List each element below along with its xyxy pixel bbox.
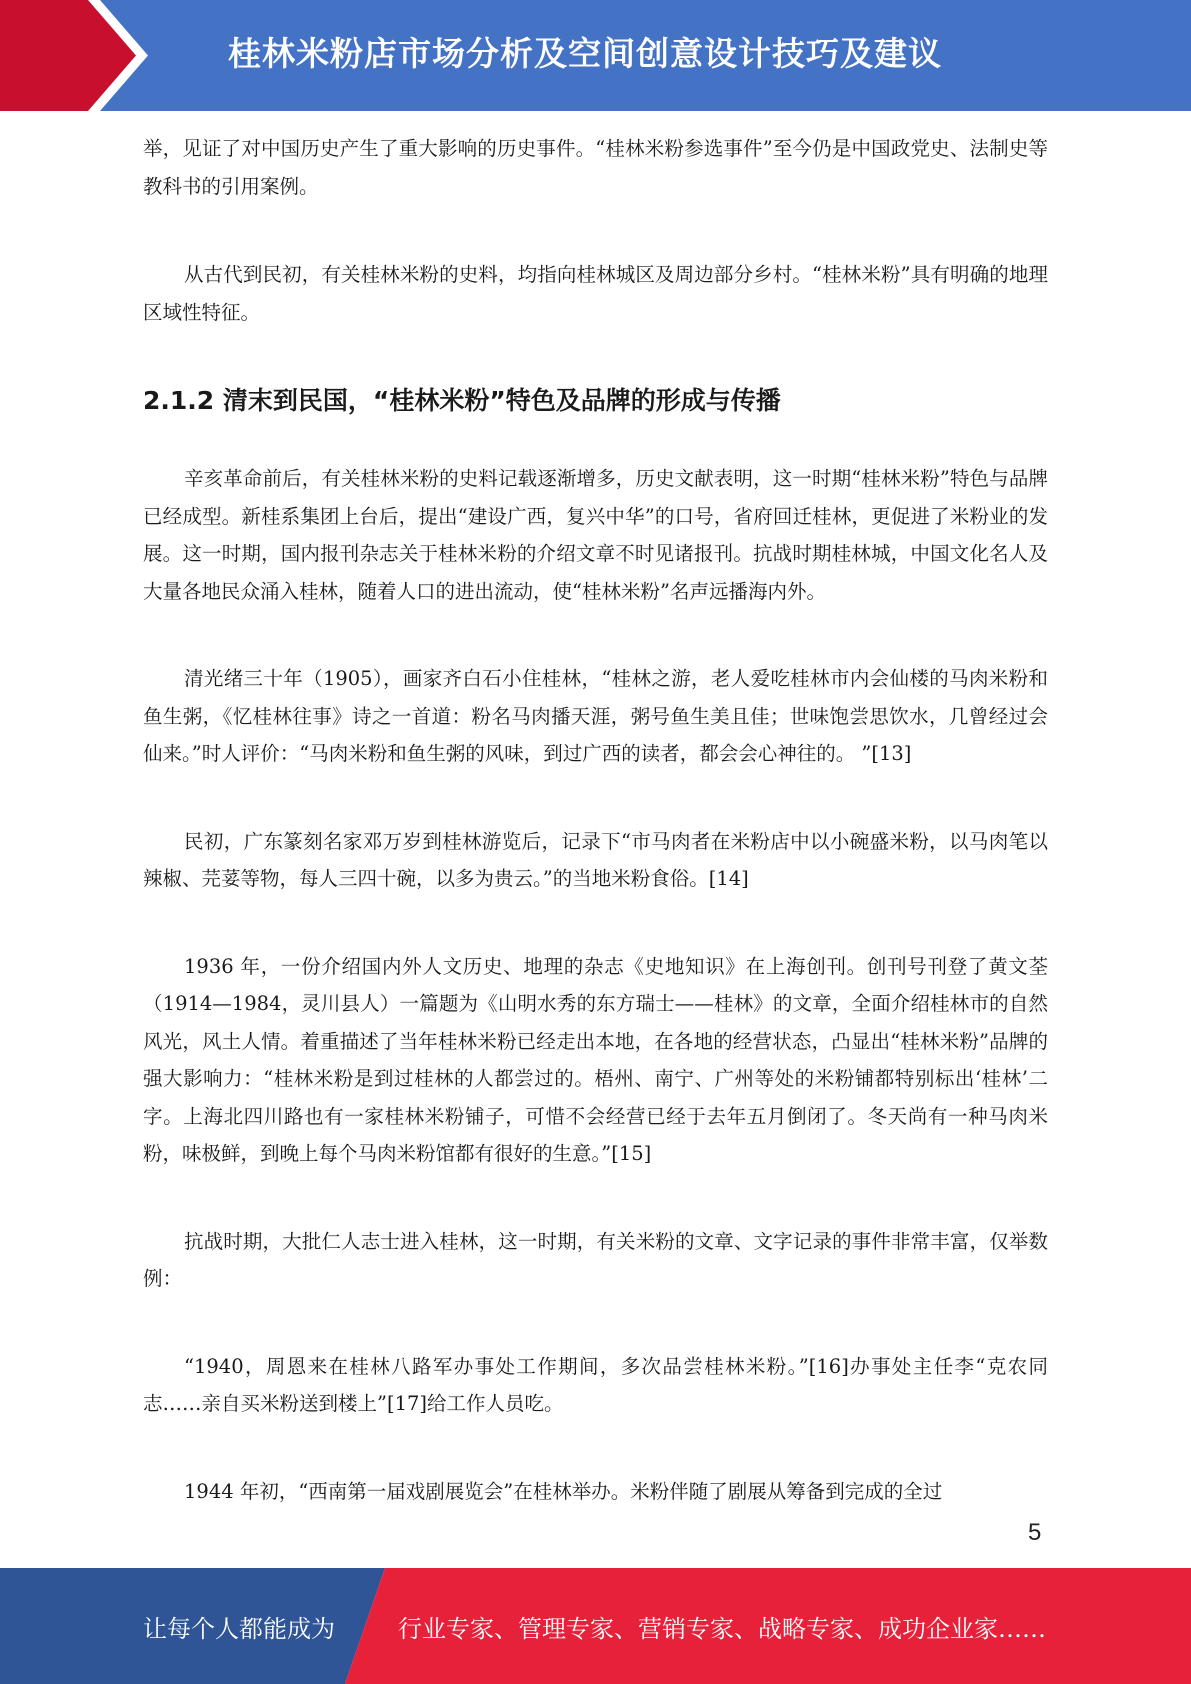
paragraph-qibaishi: 清光绪三十年（1905），画家齐白石小住桂林，“桂林之游，老人爱吃桂林市内会仙楼的马肉米粉和鱼生粥，《忆桂林往事》诗之一首道：粉名马肉播天涯，粥号鱼生美且佳；世味饱尝思饮水，几曾经过会仙来。”时人评价：“马肉米粉和鱼生粥的风味，到过广西的读者，都会会心神往的。 ”[13] (143, 667, 1048, 765)
document-body (143, 130, 1048, 1560)
header-arrow-icon (0, 0, 160, 111)
header-bar (0, 0, 1191, 111)
document-title: 桂林米粉店市场分析及空间创意设计技巧及建议 (228, 34, 942, 73)
footer-banner (0, 1568, 1191, 1684)
paragraph-xinhai: 辛亥革命前后，有关桂林米粉的史料记载逐渐增多，历史文献表明，这一时期“桂林米粉”特色与品牌已经成型。新桂系集团上台后，提出“建设广西，复兴中华”的口号，省府回迁桂林，更促进了米粉业的发展。这一时期，国内报刊杂志关于桂林米粉的介绍文章不时见诸报刊。抗战时期桂林城，中国文化名人及大量各地民众涌入桂林，随着人口的进出流动，使“桂林米粉”名声远播海内外。 (143, 467, 1048, 603)
section-heading: 2.1.2 清末到民国，“桂林米粉”特色及品牌的形成与传播 (143, 386, 781, 415)
footer-slogan-right: 行业专家、管理专家、营销专家、战略专家、成功企业家…… (398, 1615, 1046, 1643)
page-number: 5 (1028, 1519, 1042, 1546)
paragraph-1936: 1936 年，一份介绍国内外人文历史、地理的杂志《史地知识》在上海创刊。创刊号刊登了黄文荃（1914—1984，灵川县人）一篇题为《山明水秀的东方瑞士——桂林》的文章，全面介绍桂林市的自然风光，风土人情。着重描述了当年桂林米粉已经走出本地，在各地的经营状态，凸显出“桂林米粉”品牌的强大影响力：“桂林米粉是到过桂林的人都尝过的。梧州、南宁、广州等处的米粉铺都特别标出‘桂林’二字。上海北四川路也有一家桂林米粉铺子，可惜不会经营已经于去年五月倒闭了。冬天尚有一种马肉米粉，味极鲜，到晚上每个马肉米粉馆都有很好的生意。”[15] (143, 954, 1048, 1165)
footer-slogan-left: 让每个人都能成为 (143, 1615, 335, 1643)
paragraph-region: 从古代到民初，有关桂林米粉的史料，均指向桂林城区及周边部分乡村。“桂林米粉”具有明确的地理区域性特征。 (143, 263, 1048, 324)
paragraph-wartime: 抗战时期，大批仁人志士进入桂林，这一时期，有关米粉的文章、文字记录的事件非常丰富，仅举数例： (143, 1229, 1048, 1290)
paragraph-1944: 1944 年初，“西南第一届戏剧展览会”在桂林举办。米粉伴随了剧展从筹备到完成的全过 (184, 1479, 943, 1503)
paragraph-1940: “1940，周恩来在桂林八路军办事处工作期间，多次品尝桂林米粉。”[16]办事处主任李“克农同志……亲自买米粉送到楼上”[17]给工作人员吃。 (143, 1354, 1048, 1415)
paragraph-dengwansui: 民初，广东篆刻名家邓万岁到桂林游览后，记录下“市马肉者在米粉店中以小碗盛米粉，以马肉笔以辣椒、芫荽等物，每人三四十碗，以多为贵云。”的当地米粉食俗。[14] (143, 829, 1048, 890)
paragraph-continued: 举，见证了对中国历史产生了重大影响的历史事件。“桂林米粉参选事件”至今仍是中国政党史、法制史等教科书的引用案例。 (143, 137, 1048, 198)
